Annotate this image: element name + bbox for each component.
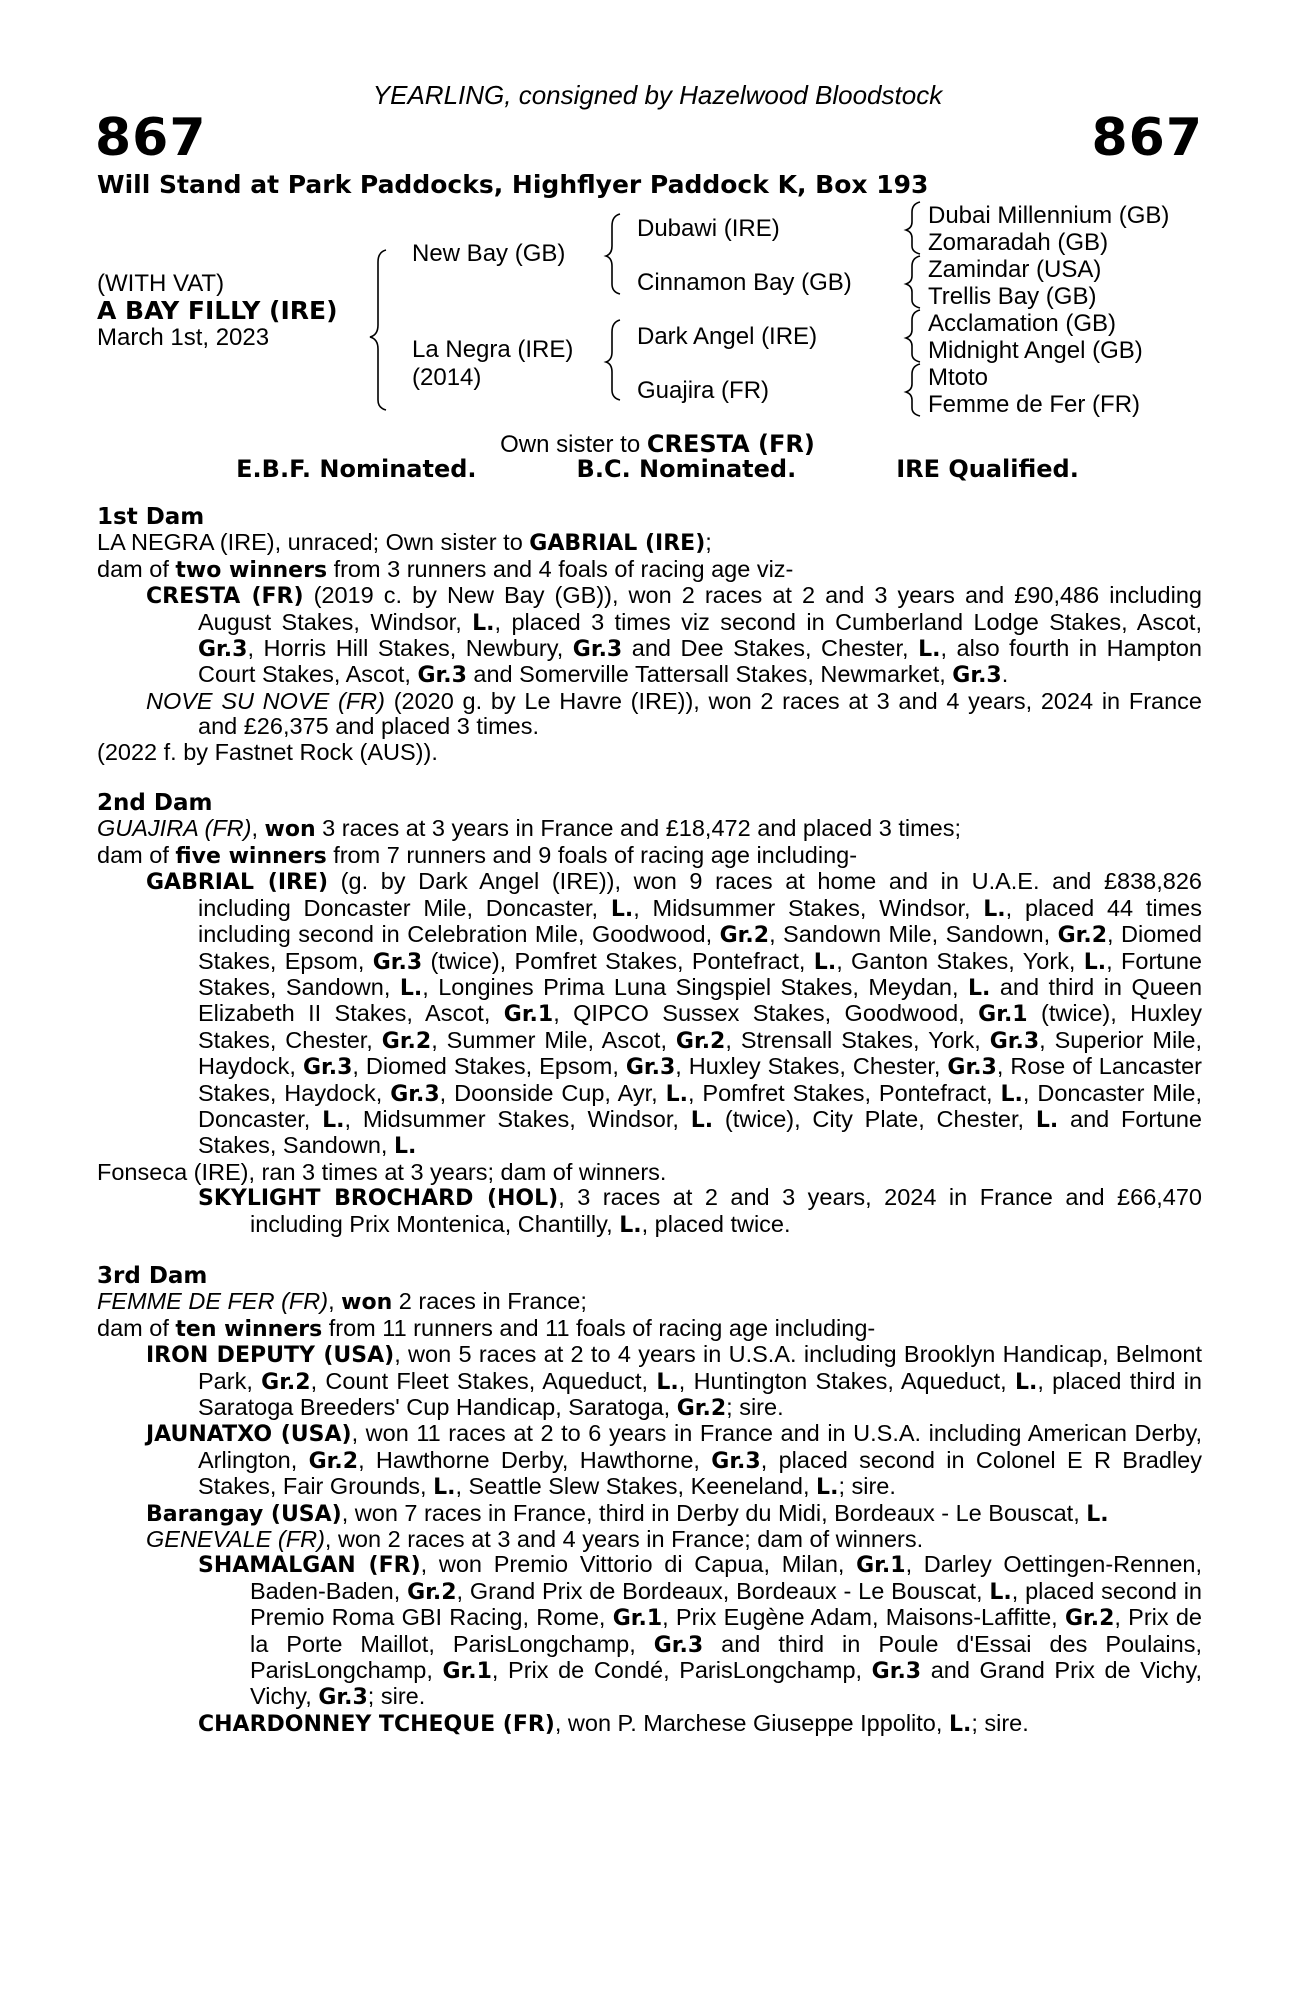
brace-g3: [906, 310, 920, 362]
consignment-line: YEARLING, consigned by Hazelwood Bloodstock: [372, 80, 943, 110]
first-dam-section: [97, 505, 1202, 765]
third-dam-produce-summary: dam of ten winners from 11 runners and 11 foals of racing age including-: [97, 1314, 876, 1342]
gen3-7: Mtoto: [928, 364, 989, 391]
produce-gabrial: GABRIAL (IRE) (g. by Dark Angel (IRE)), won 9 races at home and in U.A.E. and £838,826 including Doncaster Mile, Doncaster, L., Midsummer Stakes, Windsor, L., placed 44 times including second in Celebration Mile, Goodwood, Gr.2, Sandown Mile, Sandown, Gr.2, Diomed Stakes, Epsom, Gr.3 (twice), Pomfret Stakes, Pontefract, L., Ganton Stakes, York, L., Fortune Stakes, Sandown, L., Longines Prima Luna Singspiel Stakes, Meydan, L. and third in Queen Elizabeth II Stakes, Ascot, Gr.1, QIPCO Sussex Stakes, Goodwood, Gr.1 (twice), Huxley Stakes, Chester, Gr.2, Summer Mile, Ascot, Gr.2, Strensall Stakes, York, Gr.3, Superior Mile, Haydock, Gr.3, Diomed Stakes, Epsom, Gr.3, Huxley Stakes, Chester, Gr.3, Rose of Lancaster Stakes, Haydock, Gr.3, Doonside Cup, Ayr, L., Pomfret Stakes, Pontefract, L., Doncaster Mile, Doncaster, L., Midsummer Stakes, Windsor, L. (twice), City Plate, Chester, L. and Fortune Stakes, Sandown, L.: [146, 868, 1203, 1160]
produce-shamalgan: SHAMALGAN (FR), won Premio Vittorio di Capua, Milan, Gr.1, Darley Oettingen-Rennen, Baden-Baden, Gr.2, Grand Prix de Bordeaux, Bordeaux - Le Bouscat, L., placed second in Premio Roma GBI Racing, Rome, Gr.1, Prix Eugène Adam, Maisons-Laffitte, Gr.2, Prix de la Porte Maillot, ParisLongchamp, Gr.3 and third in Poule d'Essai des Poulains, ParisLongchamp, Gr.1, Prix de Condé, ParisLongchamp, Gr.3 and Grand Prix de Vichy, Vichy, Gr.3; sire.: [198, 1551, 1203, 1711]
second-dam-line: GUAJIRA (FR), won 3 races at 3 years in France and £18,472 and placed 3 times;: [97, 815, 961, 843]
ire-qualified: IRE Qualified.: [896, 455, 1079, 483]
second-dam-heading: 2nd Dam: [97, 790, 213, 817]
brace-g2: [906, 256, 920, 308]
brace-sire: [606, 214, 620, 294]
third-dam-heading: 3rd Dam: [97, 1262, 208, 1289]
stand-location: Will Stand at Park Paddocks, Highflyer Paddock K, Box 193: [97, 170, 929, 199]
first-dam-produce-summary: dam of two winners from 3 runners and 4 foals of racing age viz-: [97, 555, 794, 583]
lot-number-left: 867: [95, 108, 207, 168]
third-dam-section: [97, 1264, 1202, 1737]
dam-year: (2014): [412, 364, 482, 391]
brace-g4: [906, 364, 920, 416]
gen3-5: Acclamation (GB): [928, 310, 1117, 337]
gen3-2: Zomaradah (GB): [928, 229, 1109, 256]
own-sister-name: CRESTA (FR): [646, 430, 815, 458]
third-dam-line: FEMME DE FER (FR), won 2 races in France;: [97, 1288, 587, 1316]
dam-sire: Dark Angel (IRE): [637, 323, 818, 350]
gen3-4: Trellis Bay (GB): [928, 283, 1097, 310]
produce-fonseca: Fonseca (IRE), ran 3 times at 3 years; dam of winners.: [97, 1158, 667, 1185]
sire-sire: Dubawi (IRE): [637, 215, 780, 242]
gen3-3: Zamindar (USA): [928, 256, 1102, 283]
nominations: [0, 455, 1315, 483]
brace-g1: [906, 202, 920, 254]
second-dam-produce-summary: dam of five winners from 7 runners and 9 foals of racing age including-: [97, 841, 858, 869]
produce-jaunatxo: JAUNATXO (USA), won 11 races at 2 to 6 years in France and in U.S.A. including American Derby, Arlington, Gr.2, Hawthorne Derby, Hawthorne, Gr.3, placed second in Colonel E R Bradley Stakes, Fair Grounds, L., Seattle Slew Stakes, Keeneland, L.; sire.: [146, 1420, 1202, 1501]
produce-chardonney-tcheque: CHARDONNEY TCHEQUE (FR), won P. Marchese Giuseppe Ippolito, L.; sire.: [198, 1709, 1029, 1737]
sire: New Bay (GB): [412, 240, 566, 267]
ebf-nominated: E.B.F. Nominated.: [236, 455, 477, 483]
lot-number-right: 867: [1091, 108, 1203, 168]
sire-dam: Cinnamon Bay (GB): [637, 269, 852, 296]
horse-name: A BAY FILLY (IRE): [97, 296, 338, 325]
produce-genevale: GENEVALE (FR), won 2 races at 3 and 4 years in France; dam of winners.: [146, 1526, 924, 1553]
own-sister-prefix: Own sister to: [500, 431, 647, 458]
catalogue-body: [97, 505, 1202, 1763]
produce-skylight-brochard: SKYLIGHT BROCHARD (HOL), 3 races at 2 and 3 years, 2024 in France and £66,470 including Prix Montenica, Chantilly, L., placed twice.: [198, 1184, 1203, 1238]
gen3-8: Femme de Fer (FR): [928, 391, 1141, 418]
produce-2022-filly: (2022 f. by Fastnet Rock (AUS)).: [97, 738, 438, 765]
first-dam-heading: 1st Dam: [97, 504, 205, 530]
vat-note: (WITH VAT): [97, 270, 225, 297]
produce-barangay: Barangay (USA), won 7 races in France, third in Derby du Midi, Bordeaux - Le Bouscat, L.: [146, 1499, 1109, 1527]
gen3-6: Midnight Angel (GB): [928, 337, 1143, 364]
produce-iron-deputy: IRON DEPUTY (USA), won 5 races at 2 to 4 years in U.S.A. including Brooklyn Handicap, Belmont Park, Gr.2, Count Fleet Stakes, Aqueduct, L., Huntington Stakes, Aqueduct, L., placed third in Saratoga Breeders' Cup Handicap, Saratoga, Gr.2; sire.: [146, 1341, 1203, 1421]
produce-nove-su-nove: NOVE SU NOVE (FR) (2020 g. by Le Havre (IRE)), won 2 races at 3 and 4 years, 2024 in France and £26,375 and placed 3 times.: [146, 687, 1202, 740]
first-dam-line: LA NEGRA (IRE), unraced; Own sister to GABRIAL (IRE);: [97, 529, 712, 557]
brace-dam: [606, 320, 620, 400]
bc-nominated: B.C. Nominated.: [576, 455, 797, 483]
dam: La Negra (IRE): [412, 336, 574, 363]
brace-main: [370, 250, 386, 410]
gen3-1: Dubai Millennium (GB): [928, 202, 1170, 229]
second-dam-section: [97, 791, 1202, 1238]
foaling-date: March 1st, 2023: [97, 324, 270, 351]
dam-dam: Guajira (FR): [637, 377, 770, 404]
produce-cresta: CRESTA (FR) (2019 c. by New Bay (GB)), won 2 races at 2 and 3 years and £90,486 including August Stakes, Windsor, L., placed 3 times viz second in Cumberland Lodge Stakes, Ascot, Gr.3, Horris Hill Stakes, Newbury, Gr.3 and Dee Stakes, Chester, L., also fourth in Hampton Court Stakes, Ascot, Gr.3 and Somerville Tattersall Stakes, Newmarket, Gr.3.: [146, 582, 1202, 689]
